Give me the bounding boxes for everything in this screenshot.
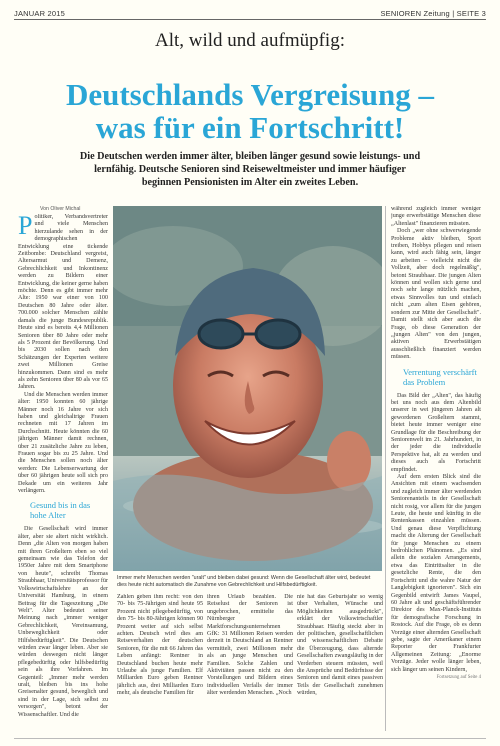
paragraph: Zahlen geben ihm recht: von den 70- bis 75-Jährigen sind heute 95 Prozent nicht pflegebedürftig, von den 75- bis 80-Jährigen können 90 Prozent weiter auf sich selbst achten. Deutsch wird dies am Reiseverhalten der deutschen Senioren, für die mit 66 Jahren das Leben anfängt: Rentner in Deutschland buchen heute mehr Urlaube als junge Familien. Elf Milliarden Euro geben Rentner jährlich aus, drei Milliarden Euro mehr, als deutsche Familien für [117,594,203,697]
column-3 [207,594,293,736]
continued-note[interactable]: Fortsetzung auf Seite 4 [436,674,481,680]
paragraph [18,214,108,392]
paragraph: nie hat das Geburtsjahr so wenig über Verhalten, Wünsche und Möglichkeiten ausgedrückt", erklärt der Volkswirtschaftler Straubhaar. Häufig steckt aber in der politischen, gesellschaftlichen und wissenschaftlichen Debatte die Überzeugung, dass alternde Gesellschaften zwangsläufig in der Verderben steuern müssten, weil die Ansprüche und Bedürfnisse der Senioren und damit eines passiven Teils der Gesellschaft zunehmen würden, [297,594,383,697]
column-1 [18,214,108,736]
paragraph: Das Bild der „Alten", das häufig bei uns noch aus dem Altenbild unserer in wei jüngeren Jahren alt gewordenen Großeltern stammt, bietet heute immer weniger eine Grundlage für die Beschreibung der Seniorenwelt im 21. Jahrhundert, in der jeder die individuelle Perspektive hat, alt zu werden und dieses auch als Fortschritt empfindet. [391,392,481,473]
article-headline [0,78,500,144]
header-rule [14,19,486,20]
headline-line-1: Deutschlands Vergreisung – [65,77,435,112]
paragraph: Doch „wer ohne schwerwiegende Probleme aktiv bleiben, Sport treiben, Hobbys pflegen und reisen kann, wird auch fähig sein, länger zu arbeiten – vielleicht nicht die Vollzeit, aber doch regelmäßig", betont Straubhaar. Die jungen Alten können und wollen sich gerne und noch sehr lange nützlich machen, etwas Sinnvolles tun und einfach nicht „zum alten Eisen gehören, sondern zur Mitte der Gesellschaft". Damit stellt sich aber auch die Frage, ob diese Generation der „jungen Alten" von den jungen, aktiven Erwerbstätigen ausschließlich finanziert werden müssen. [391,228,481,361]
paragraph: Auf dem ersten Blick sind die Ansichten mit einem wachsenden und zugleich immer älter werdenden Seniorenanteils in der Gesellschaft nicht rosig, vor allem für die jungen Leute, die heute und künftig in die Rentenkassen einzahlen müssen. Und genau diese Verpflichtung macht die Alterung der Gesellschaft für junge Menschen zu einem bedrohlichen Phänomen. „Es sind allein die sozialen Arrangements, etwa das Eintrittsalter in die gesetzliche Rente, die den Fortschritt und die wahre Natur der Langlebigkeit ignorieren". Sich ein Gegenbild entwirft James Vaupel, 60 Jahre alt und geschäftsführender Direktor des Max-Planck-Instituts für demografische Forschung in Rostock. Auf die Frage, ob es denn Vorzüge einer alternden Gesellschaft gebe, sagte der Amerikaner einem Reporter der Frankfurter Allgemeinen Zeitung: „Enorme Vorzüge. Jeder wolle länger leben, sich länger um seinen Kindern, [391,474,481,673]
byline: Von Oliver Michal [40,206,81,212]
publication-name: SENIOREN Zeitung [380,9,450,18]
column-2 [117,594,203,736]
column-5 [391,206,481,734]
paragraph: Die Gesellschaft wird immer älter, aber sie altert nicht wirklich. Denn „die Alten von morgen haben mit ihren Großeltern eben so viel gemeinsam wie das Telefon der 1950er Jahre mit dem Smartphone von heute", schreibt Thomas Straubhaar, Universitätsprofessor für Volkswirtschaftslehre an der Universität Hamburg, in einem Beitrag für die Tageszeitung „Die Welt". Alter bedeutet seiner Meinung nach „immer weniger Gebrechlichkeit, Vereinsamung, Unbeweglichkeit oder Hilfsbedürftigkeit". Die Deutschen würden zwar länger leben. Aber sie würden deswegen nicht länger pflegebedürftig oder hilfsbedürftig sein als ihre Vorfahren. Im Gegenteil: „Immer mehr werden uralt, bleiben bis ins hohe Greisenalter gesund, beweglich und sind in der Lage, sich selbst zu versorgen", betont der Wissenschaftler. Und die [18,526,108,718]
subheading-retirement: Verrentung verschärft das Problem [403,366,477,387]
issue-date: JANUAR 2015 [14,9,65,18]
column-divider [385,206,386,731]
article-photo [113,206,382,571]
footer-rule [14,738,486,739]
paragraph: Und die Menschen werden immer älter: 1950 konnten 60 jährige Männer noch 16 Jahre vor sich haben und gleichaltrige Frauen rechneten mit 17 Jahren im Durchschnitt. Heute könnten die 60 jährigen Männer damit rechnen, über 21 zusätzliche Jahre zu leben, Frauen sogar bis zu 25 Jahre. Und die Menschen sollen noch älter werden: Die Lebenserwartung der über 60 jährigen heute soll sich pro Dekade um ein weiteres Jahr verlängern. [18,391,108,495]
publication-and-page [380,9,486,18]
drop-cap: P [18,214,33,240]
paragraph: ihren Urlaub bezahlen. Die Reiselust der Senioren ist ungebrochen, ermittelte das Nürnberger Marktforschungsunternehmen GfK: 31 Millionen Reisen werden derzeit in Deutschland an Rentner vermittelt, zwei Millionen mehr als an junge Menschen und Familien. Solche Zahlen und Aktivitäten passen nicht zu den Vorstellungen und Bildern eines individuellen Verfalls der immer älter werdenden Menschen. „Noch [207,594,293,697]
subheading-healthy-old-age: Gesund bis in das hohe Alter [30,500,91,521]
page-number: | SEITE 3 [452,9,486,18]
column-4 [297,594,383,736]
paragraph-text: olitiker, Verbandsvertreter und viele Menschen hierzulande sehen in der demographischen Entwicklung eine tickende Zeitbombe: Deutschland vergreist, Altersarmut und Demenz, Gebrechlichkeit und Inkontinenz werden zu Bildern einer Entwicklung, die keiner gerne haben möchte. Denn es gibt immer mehr Alte: 1950 war einer von 100 Deutschen 80 Jahre oder älter. 700.000 solcher Menschen zählte damals die junge Bundesrepublik. Heute sind es bereits 4,4 Millionen Senioren über 80 Jahre oder mehr als 5 Prozent der Bevölkerung. Und bis 2030 sollen nach den Schätzungen der Experten weitere zwei Millionen Greise hinzukommen. Dann sind es mehr als zehn Senioren über 80 als vor 65 Jahren. [18,214,108,391]
article-kicker: Alt, wild und aufmüpfig: [155,30,345,51]
page-header [14,6,486,20]
article-lead: Die Deutschen werden immer älter, bleiben länger gesund sowie leistungs- und lernfähig. Deutsche Senioren sind Reiseweltmeister und immer häufiger beginnen Pensionisten im Alter ein zweites Leben. [79,151,421,188]
photo-caption: Immer mehr Menschen werden "uralt" und bleiben dabei gesund: Wenn die Gesellschaft älter wird, bedeutet dies heute nicht automatisch die Zunahme von Gebrechlichkeit und Hilfsbedürftigkeit. [117,575,371,588]
paragraph: während zugleich immer weniger junge erwerbstätige Menschen diese „Altenlast" finanzieren müssten. [391,206,481,227]
headline-line-2: was für ein Fortschritt! [95,110,405,145]
swimmer-photo-illustration [113,206,382,571]
